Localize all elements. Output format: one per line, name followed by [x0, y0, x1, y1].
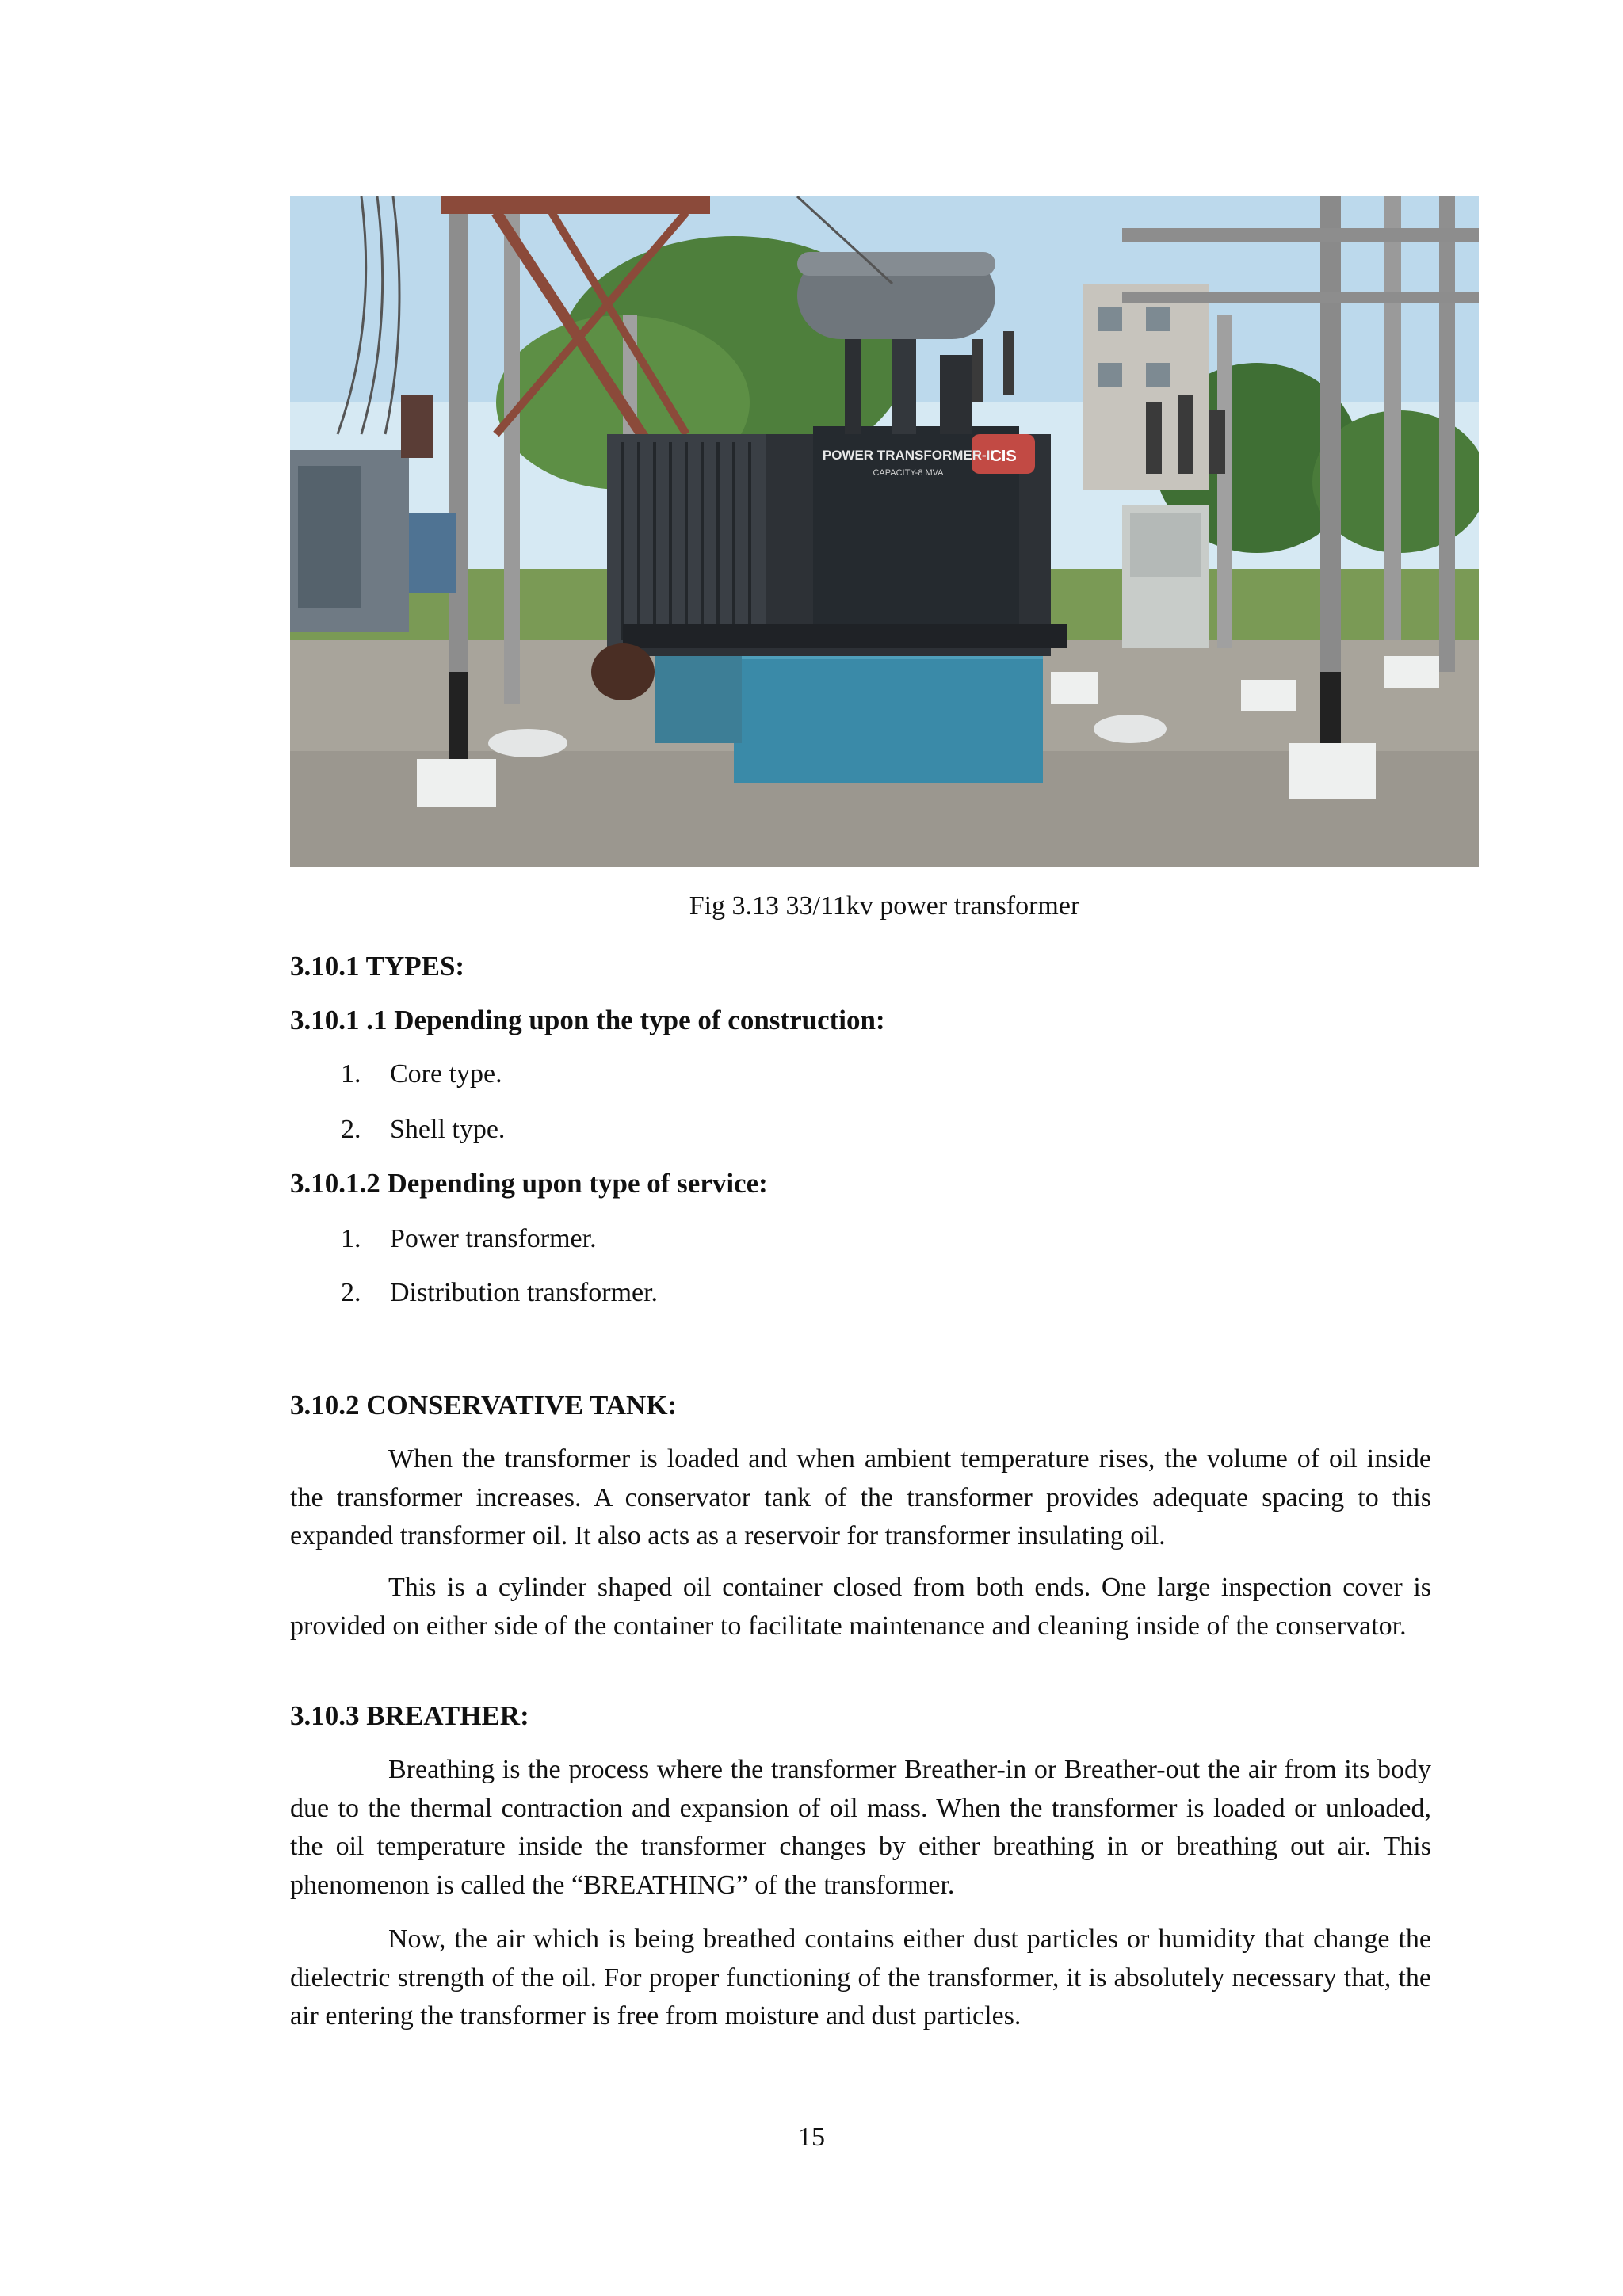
- list-item: [341, 1055, 502, 1093]
- page-number: 15: [798, 2122, 825, 2152]
- list-number: 2.: [341, 1278, 361, 1307]
- list-number: 1.: [341, 1059, 361, 1089]
- breather-heading: 3.10.3 BREATHER:: [290, 1700, 529, 1731]
- list-item: [341, 1274, 658, 1312]
- conservative-paragraph-2: This is a cylinder shaped oil container closed from both ends. One large inspection cover is provided on either side of the container to facilitate maintenance and cleaning inside of the conservator.: [290, 1573, 1431, 1641]
- construction-heading: 3.10.1 .1 Depending upon the type of construction:: [290, 1005, 885, 1035]
- conservative-tank-heading: 3.10.2 CONSERVATIVE TANK:: [290, 1390, 678, 1421]
- list-text: Shell type.: [390, 1115, 506, 1144]
- list-number: 2.: [341, 1115, 361, 1144]
- conservative-paragraph-1: When the transformer is loaded and when ambient temperature rises, the volume of oil inside the transformer increases. A conservator tank of the transformer provides adequate spacing to this expanded transformer oil. It also acts as a reservoir for transformer insulating oil.: [290, 1444, 1431, 1550]
- breather-paragraph-1: Breathing is the process where the transformer Breather-in or Breather-out the air from its body due to the thermal contraction and expansion of oil mass. When the transformer is loaded or unloaded, the oil temperature inside the transformer changes by either breathing in or breathing out air. This phenomenon is called the “BREATHING” of the transformer.: [290, 1755, 1431, 1900]
- transformer-capacity-text: CAPACITY-8 MVA: [873, 468, 944, 478]
- list-text: Distribution transformer.: [390, 1278, 659, 1307]
- list-item: [341, 1111, 505, 1149]
- manufacturer-logo-text: CIS: [990, 448, 1017, 465]
- types-heading: 3.10.1 TYPES:: [290, 951, 465, 982]
- list-text: Power transformer.: [390, 1224, 597, 1253]
- transformer-nameplate-text: POWER TRANSFORMER-II: [822, 448, 995, 463]
- list-text: Core type.: [390, 1059, 502, 1089]
- list-item: [341, 1220, 597, 1258]
- figure-caption: Fig 3.13 33/11kv power transformer: [689, 891, 1080, 921]
- transformer-photo: [290, 196, 1479, 867]
- service-heading: 3.10.1.2 Depending upon type of service:: [290, 1168, 768, 1199]
- list-number: 1.: [341, 1224, 361, 1253]
- breather-paragraph-2: Now, the air which is being breathed contains either dust particles or humidity that change the dielectric strength of the oil. For proper functioning of the transformer, it is absolutely necessary that, the air entering the transformer is free from moisture and dust particles.: [290, 1924, 1431, 2031]
